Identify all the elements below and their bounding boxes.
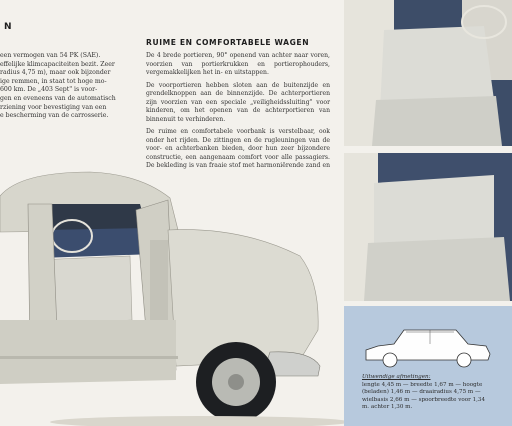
rear-seat-photo (344, 153, 512, 301)
rear-seat-illustration (344, 153, 512, 301)
left-line: ige remmen, in staat tot hoge mo- (0, 77, 107, 85)
spec-line: (beladen) 1,46 m — draairadius 4,75 m — (362, 389, 481, 396)
spec-line: wielbasis 2,66 m — spoorbreedte voor 1,34 (362, 396, 486, 403)
front-seat-photo (344, 0, 512, 146)
left-line: e bescherming van de carrosserie. (0, 112, 109, 120)
car-open-doors-photo (0, 170, 345, 426)
left-line: effelijke klimcapaciteiten bezit. Zeer (0, 60, 115, 68)
left-line: radius 4,75 m), maar ook bijzonder (0, 69, 111, 77)
spec-line: lengte 4,45 m — breedte 1,67 m — hoogte (362, 382, 483, 389)
paragraph-locks: De voorportieren hebben sloten aan de buitenzijde en grendelknoppen aan de binnenzijde. De achterportieren zijn voorzien van een speciale „veiligheidssluiting" voor kinderen, om het openen van de achterportieren van binnenuit te verhinderen. (146, 81, 330, 123)
car-side-sketch (360, 316, 494, 370)
left-line: rziening voor bevestiging van een (0, 103, 107, 111)
left-line: 600 km. De „403 Sept" is voor- (0, 86, 98, 94)
left-line: een vermogen van 54 PK (SAE). (0, 52, 101, 59)
section-heading: RUIME EN COMFORTABELE WAGEN (146, 38, 310, 47)
left-section-heading: N (4, 22, 13, 32)
spec-line: m. achter 1,30 m. (362, 403, 413, 410)
front-seat-illustration (344, 0, 512, 146)
paragraph-doors: De 4 brede portieren, 90° openend van achter naar voren, voorzien van portierkrukken en portierophouders, vergemakkelijken het in- en uitstappen. (146, 52, 330, 76)
specs-caption (362, 374, 502, 411)
left-body-text (0, 52, 128, 121)
car-illustration (0, 170, 345, 426)
left-line: gen en eveneens van de automatisch (0, 94, 116, 102)
main-body-text (146, 52, 330, 183)
paragraph-seats: De ruime en comfortabele voorbank is verstelbaar, ook onder het rijden. De zittingen en de rugleuningen van de voor- en achterbanken bieden, door hun zeer bijzondere constructie, een aangenaam comfort voor alle passagiers. De bekleding is van fraaie stof met harmoniërende zand en (146, 128, 330, 169)
specs-title: Uitwendige afmetingen: (362, 374, 431, 380)
